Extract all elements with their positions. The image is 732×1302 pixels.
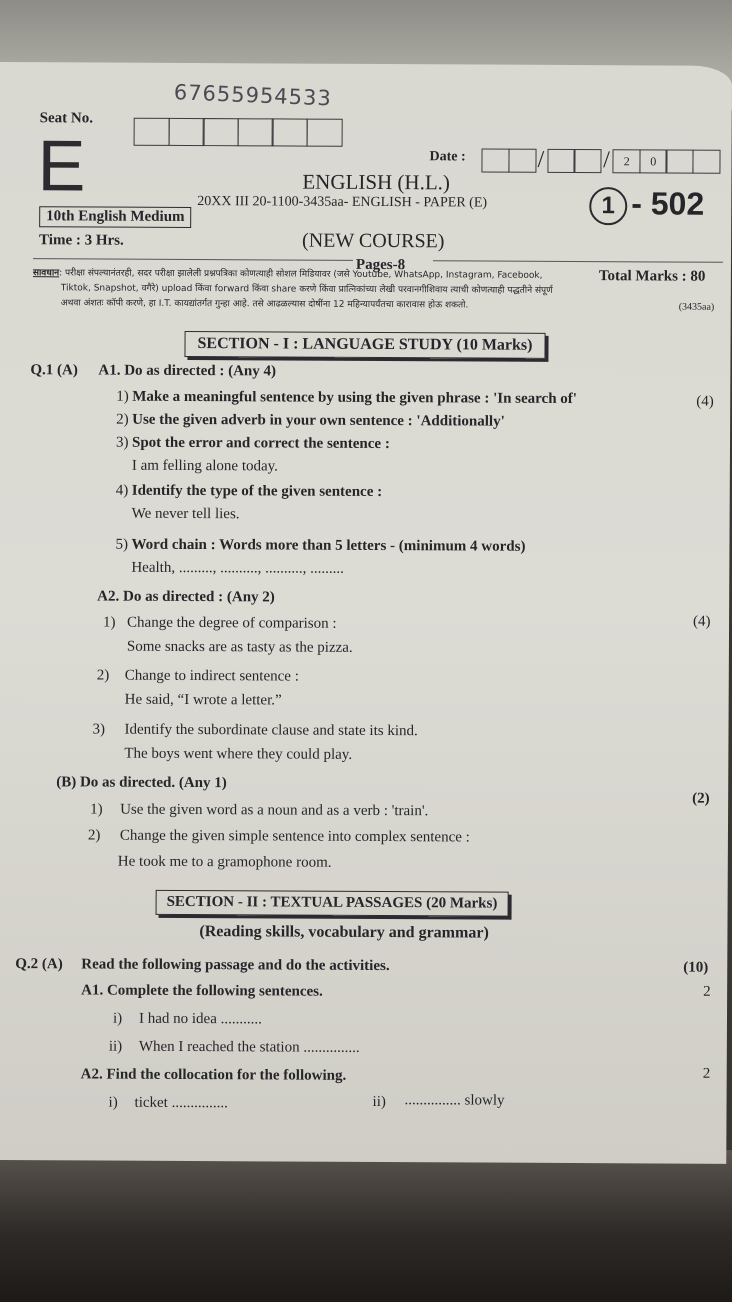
list-item-number: 1) [116,388,129,405]
seat-box[interactable] [237,118,273,146]
list-item-number: 3) [115,434,129,451]
list-item-text: ............... slowly [404,1092,505,1109]
year-box[interactable] [692,150,720,174]
list-item-number: 5) [115,536,129,553]
list-item-number: 3) [92,721,106,738]
list-item-text: Change to indirect sentence : [124,667,299,685]
q2-label: Q.2 (A) [15,956,63,973]
q2-a2-heading: A2. Find the collocation for the following. [80,1066,347,1084]
list-item-number: 2) [96,667,110,684]
total-marks: Total Marks : 80 [598,268,706,285]
paper-code-line: 20XX III 20-1100-3435aa- ENGLISH - PAPER (E) [197,194,488,211]
paper-code: - 502 [631,185,705,222]
list-item-text: I had no idea ........... [138,1010,262,1028]
section-1-title: SECTION - I : LANGUAGE STUDY (10 Marks) [197,335,533,354]
list-item-sub: Some snacks are as tasty as the pizza. [126,638,353,656]
q2-a1-heading: A1. Complete the following sentences. [81,982,323,1000]
year-box[interactable]: 0 [639,150,667,174]
list-item-number: 1) [103,614,116,631]
paper-number-circle [589,187,627,225]
list-item-number: 2) [87,827,101,844]
pages-label: Pages-8 [355,256,406,274]
seat-box[interactable] [134,118,170,146]
course-label: (NEW COURSE) [302,229,445,253]
medium-label: 10th English Medium [46,208,185,225]
q1-label: Q.1 (A) [30,362,78,379]
handwritten-number: 67655954533 [173,80,333,111]
list-item-number: 1) [90,801,103,818]
list-item-text: Identify the subordinate clause and state its kind. [124,721,418,740]
list-item-text: Use the given adverb in your own sentence : 'Additionally' [132,411,505,430]
seat-number-boxes[interactable] [134,118,341,147]
subject-title: ENGLISH (H.L.) [302,169,451,195]
list-item-sub: He said, “I wrote a letter.” [124,691,282,709]
date-label: Date : [429,149,466,165]
q2-a1-marks: 2 [703,983,711,1000]
header-rule [33,258,353,261]
list-item-text: Use the given word as a noun and as a verb : 'train'. [120,801,429,820]
list-item-number: i) [112,1010,123,1027]
list-item-number: 2) [116,411,129,428]
section-2-title: SECTION - II : TEXTUAL PASSAGES (20 Marks) [166,893,498,912]
list-item-number: ii) [372,1093,386,1111]
warning-label: सावधान [32,268,60,279]
year-box[interactable] [666,150,694,174]
seat-label: Seat No. [39,110,94,127]
q1-a2-heading: A2. Do as directed : (Any 2) [97,588,275,606]
seat-box[interactable] [306,119,342,147]
seat-box[interactable] [168,118,204,146]
warning-text: : परीक्षा संपल्यानंतरही, सदर परीक्षा झालेली प्रश्नपत्रिका कोणत्याही सोशल मिडियावर (जसे Youtube, WhatsApp, Instagram, Facebook, [59,268,543,281]
medium-box [39,206,191,228]
q2-a2-marks: 2 [702,1065,711,1082]
warning-code: (3435aa) [678,301,715,313]
section-2-title-box [156,890,509,917]
list-item-sub: We never tell lies. [131,505,240,523]
background-bottom [0,1150,732,1302]
date-boxes [481,147,718,175]
list-item-sub: I am felling alone today. [131,457,278,475]
list-item-sub: Health, ........., .........., .........., ......... [131,559,344,577]
list-item-text: Spot the error and correct the sentence : [131,434,390,453]
date-box[interactable] [547,149,575,173]
medium-letter: E [37,126,86,207]
list-item-text: Make a meaningful sentence by using the given phrase : 'In search of' [132,388,578,408]
seat-box[interactable] [203,118,239,146]
list-item-text: Identify the type of the given sentence : [131,482,383,501]
list-item-number: 4) [115,482,129,499]
list-item-text: When I reached the station ............... [138,1038,360,1056]
q1-a1-marks: (4) [696,393,714,410]
date-box[interactable] [508,149,536,173]
warning-line: अथवा अंशतः कॉपी करणे, हा I.T. कायद्यांतर्गत गुन्हा आहे. तसे आढळल्यास दोषींना 12 महिन्यापर्यंतचा कारावास होऊ शकतो. [60,298,469,311]
list-item-number: ii) [108,1038,123,1055]
q1-a1-heading: A1. Do as directed : (Any 4) [98,362,277,380]
exam-paper [0,62,732,1164]
list-item-text: Change the given simple sentence into complex sentence : [119,827,470,846]
seat-box[interactable] [272,118,308,146]
q1-b-marks: (2) [692,790,710,807]
date-slash: / [603,147,610,174]
paper-number: 1 [601,192,615,220]
list-item-text: Word chain : Words more than 5 letters - (minimum 4 words) [131,536,526,555]
year-box[interactable]: 2 [613,150,641,174]
q2-heading: Read the following passage and do the activities. [81,956,390,975]
warning-line [33,265,589,281]
header-rule [433,260,723,263]
q1-b-heading: (B) Do as directed. (Any 1) [56,774,227,792]
list-item-text: Change the degree of comparison : [127,614,337,632]
section-2-subtitle: (Reading skills, vocabulary and grammar) [199,923,489,942]
time-label: Time : 3 Hrs. [39,232,124,249]
list-item-text: ticket ............... [134,1094,228,1112]
q2-marks: (10) [683,959,709,976]
q1-a2-marks: (4) [693,613,711,630]
date-box[interactable] [481,149,509,173]
list-item-sub: He took me to a gramophone room. [117,853,332,871]
date-slash: / [537,146,545,173]
list-item-sub: The boys went where they could play. [124,745,353,763]
warning-line: Tiktok, Snapshot, वगैरे) upload किंवा forward किंवा share करणे किंवा प्रात्निकांच्या लेखी परवानगीशिवाय त्याची कोणत्याही पद्धतीने संपूर्ण [60,283,553,296]
section-1-title-box [184,331,545,359]
date-box[interactable] [574,149,602,173]
list-item-number: i) [108,1094,118,1111]
